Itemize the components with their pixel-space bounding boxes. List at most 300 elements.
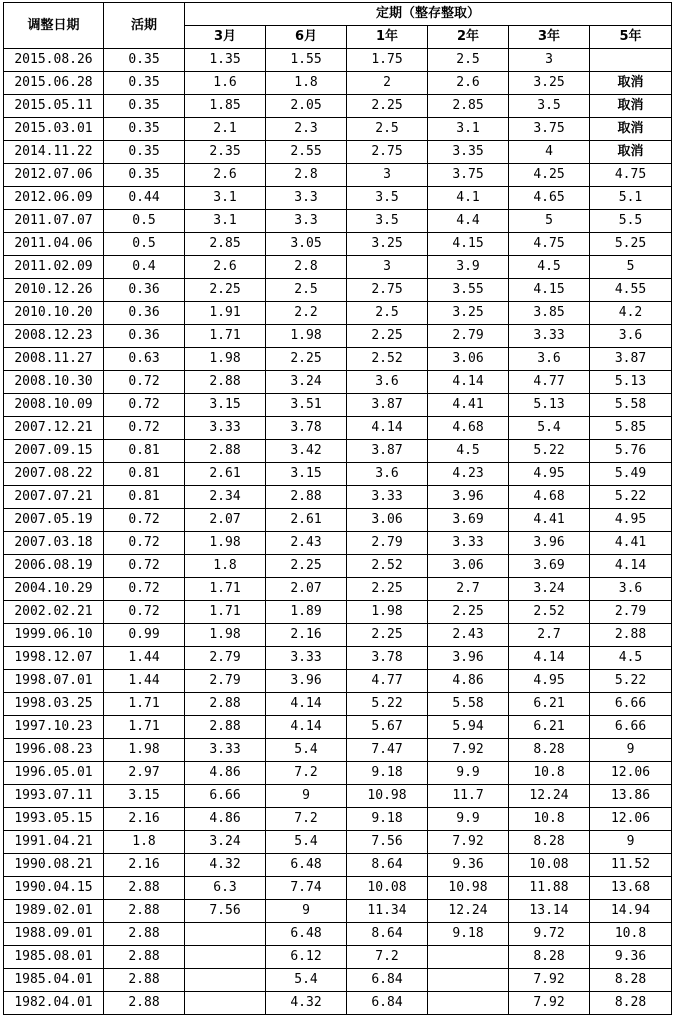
cell-3m: 3.1: [185, 187, 266, 210]
cell-6m: 4.14: [266, 716, 347, 739]
cell-3y: 8.28: [509, 946, 590, 969]
table-row: [4, 578, 672, 601]
cell-5y: 6.66: [590, 716, 672, 739]
cell-2y: 4.1: [428, 187, 509, 210]
cell-3m: 6.3: [185, 877, 266, 900]
cell-6m: 9: [266, 785, 347, 808]
cell-demand: 0.63: [104, 348, 185, 371]
table-row: [4, 716, 672, 739]
cell-demand: 0.72: [104, 371, 185, 394]
cell-2y: 2.5: [428, 49, 509, 72]
cell-1y: 3: [347, 164, 428, 187]
table-row: [4, 233, 672, 256]
cell-3m: 3.24: [185, 831, 266, 854]
table-row: [4, 877, 672, 900]
cell-2y: 3.9: [428, 256, 509, 279]
cell-5y: [590, 49, 672, 72]
cell-3y: 2.7: [509, 624, 590, 647]
cell-3m: 2.6: [185, 256, 266, 279]
cell-1y: 2.5: [347, 118, 428, 141]
table-row: [4, 946, 672, 969]
cell-3m: 4.86: [185, 808, 266, 831]
table-row: [4, 463, 672, 486]
cell-5y: 12.06: [590, 762, 672, 785]
cell-2y: 3.33: [428, 532, 509, 555]
cell-demand: 1.98: [104, 739, 185, 762]
cell-3m: [185, 992, 266, 1015]
cell-5y: 5.22: [590, 486, 672, 509]
cell-3y: 3.69: [509, 555, 590, 578]
cell-6m: 6.48: [266, 923, 347, 946]
cell-5y: 5: [590, 256, 672, 279]
cell-1y: 10.98: [347, 785, 428, 808]
cell-2y: 4.15: [428, 233, 509, 256]
cell-1y: 8.64: [347, 854, 428, 877]
cell-demand: 0.35: [104, 118, 185, 141]
table-row: [4, 49, 672, 72]
cell-3m: 1.98: [185, 624, 266, 647]
cell-3m: 2.88: [185, 693, 266, 716]
cell-1y: 5.67: [347, 716, 428, 739]
cell-3m: 2.34: [185, 486, 266, 509]
cell-3m: 2.61: [185, 463, 266, 486]
cell-2y: 10.98: [428, 877, 509, 900]
cell-2y: 7.92: [428, 739, 509, 762]
header-term-3m: 3月: [185, 26, 266, 49]
cell-demand: 2.16: [104, 854, 185, 877]
cell-3m: 1.71: [185, 601, 266, 624]
cell-3y: 2.52: [509, 601, 590, 624]
cell-date: 1985.04.01: [4, 969, 104, 992]
cell-6m: 3.78: [266, 417, 347, 440]
cell-date: 2011.04.06: [4, 233, 104, 256]
cell-5y: 9: [590, 739, 672, 762]
table-row: [4, 325, 672, 348]
cell-1y: 5.22: [347, 693, 428, 716]
cell-5y: 5.49: [590, 463, 672, 486]
cell-demand: 2.88: [104, 969, 185, 992]
cell-date: 1993.05.15: [4, 808, 104, 831]
table-row: [4, 670, 672, 693]
cell-3m: 1.91: [185, 302, 266, 325]
cell-5y: 13.86: [590, 785, 672, 808]
cell-demand: 0.35: [104, 141, 185, 164]
cell-date: 1996.05.01: [4, 762, 104, 785]
cell-demand: 0.5: [104, 233, 185, 256]
cell-6m: 1.55: [266, 49, 347, 72]
cell-2y: 4.86: [428, 670, 509, 693]
cell-1y: 3.25: [347, 233, 428, 256]
cell-3m: 2.79: [185, 647, 266, 670]
cell-3y: 3.75: [509, 118, 590, 141]
cell-5y: 3.6: [590, 578, 672, 601]
cell-6m: 3.15: [266, 463, 347, 486]
cell-demand: 1.71: [104, 693, 185, 716]
cell-1y: 4.77: [347, 670, 428, 693]
table-row: [4, 601, 672, 624]
cell-5y: 2.88: [590, 624, 672, 647]
cell-1y: 3.6: [347, 463, 428, 486]
cell-date: 2011.02.09: [4, 256, 104, 279]
table-row: [4, 95, 672, 118]
cell-5y: 12.06: [590, 808, 672, 831]
cell-1y: 2.25: [347, 578, 428, 601]
cell-3y: 4: [509, 141, 590, 164]
cell-6m: 3.24: [266, 371, 347, 394]
cell-3y: 3.96: [509, 532, 590, 555]
cell-demand: 0.81: [104, 463, 185, 486]
cell-3y: 3.25: [509, 72, 590, 95]
cell-2y: 4.68: [428, 417, 509, 440]
table-row: [4, 854, 672, 877]
cell-5y: 14.94: [590, 900, 672, 923]
cell-3m: [185, 923, 266, 946]
cell-1y: 1.75: [347, 49, 428, 72]
cell-3y: 5: [509, 210, 590, 233]
cell-2y: [428, 992, 509, 1015]
cell-3m: 1.35: [185, 49, 266, 72]
table-row: [4, 118, 672, 141]
cell-demand: 0.81: [104, 486, 185, 509]
cell-3y: 4.5: [509, 256, 590, 279]
cell-2y: 3.06: [428, 555, 509, 578]
cell-6m: 3.33: [266, 647, 347, 670]
cell-5y: 5.22: [590, 670, 672, 693]
cell-6m: 2.25: [266, 348, 347, 371]
cell-3m: [185, 946, 266, 969]
cell-6m: 3.3: [266, 187, 347, 210]
cell-1y: 4.14: [347, 417, 428, 440]
cell-date: 2008.12.23: [4, 325, 104, 348]
cell-5y: 5.25: [590, 233, 672, 256]
cell-6m: 5.4: [266, 739, 347, 762]
cell-demand: 0.44: [104, 187, 185, 210]
cell-5y: 4.95: [590, 509, 672, 532]
table-row: [4, 302, 672, 325]
cell-2y: 2.85: [428, 95, 509, 118]
cell-demand: 0.72: [104, 394, 185, 417]
cell-1y: 7.47: [347, 739, 428, 762]
cell-date: 1989.02.01: [4, 900, 104, 923]
cell-2y: 11.7: [428, 785, 509, 808]
cell-date: 1998.12.07: [4, 647, 104, 670]
cell-3y: 5.22: [509, 440, 590, 463]
table-row: [4, 371, 672, 394]
cell-6m: 3.42: [266, 440, 347, 463]
cell-1y: 9.18: [347, 808, 428, 831]
table-row: [4, 348, 672, 371]
cell-1y: 3.87: [347, 394, 428, 417]
cell-5y: 13.68: [590, 877, 672, 900]
cell-5y: 4.5: [590, 647, 672, 670]
cell-1y: 2.25: [347, 624, 428, 647]
table-row: [4, 624, 672, 647]
cell-date: 2015.06.28: [4, 72, 104, 95]
cell-5y: 5.1: [590, 187, 672, 210]
cell-6m: 2.07: [266, 578, 347, 601]
table-row: [4, 394, 672, 417]
cell-2y: 3.35: [428, 141, 509, 164]
cell-demand: 0.36: [104, 325, 185, 348]
cell-date: 1998.07.01: [4, 670, 104, 693]
table-row: [4, 900, 672, 923]
cell-3y: 3.5: [509, 95, 590, 118]
cell-2y: 12.24: [428, 900, 509, 923]
cell-2y: 2.79: [428, 325, 509, 348]
cell-5y: 5.58: [590, 394, 672, 417]
cell-2y: [428, 969, 509, 992]
cell-1y: 6.84: [347, 992, 428, 1015]
cell-demand: 0.36: [104, 302, 185, 325]
header-row-top: [4, 3, 672, 26]
cell-3y: 10.8: [509, 762, 590, 785]
cell-2y: 4.14: [428, 371, 509, 394]
cell-1y: 3: [347, 256, 428, 279]
cell-demand: 0.35: [104, 72, 185, 95]
cell-3y: 3: [509, 49, 590, 72]
cell-2y: 3.1: [428, 118, 509, 141]
interest-rate-table: [3, 2, 672, 1015]
cell-1y: 1.98: [347, 601, 428, 624]
cell-1y: 2.75: [347, 279, 428, 302]
cell-demand: 0.72: [104, 509, 185, 532]
cell-demand: 0.35: [104, 95, 185, 118]
cell-2y: 9.36: [428, 854, 509, 877]
cell-date: 2007.05.19: [4, 509, 104, 532]
table-row: [4, 72, 672, 95]
cell-3y: 4.75: [509, 233, 590, 256]
cell-3y: 7.92: [509, 969, 590, 992]
cell-3y: 11.88: [509, 877, 590, 900]
cell-3y: 4.95: [509, 670, 590, 693]
cell-demand: 2.88: [104, 900, 185, 923]
table-row: [4, 555, 672, 578]
cell-3y: 5.4: [509, 417, 590, 440]
cell-date: 1982.04.01: [4, 992, 104, 1015]
cell-demand: 1.44: [104, 670, 185, 693]
table-row: [4, 969, 672, 992]
table-row: [4, 164, 672, 187]
cell-6m: 1.8: [266, 72, 347, 95]
cell-3y: 8.28: [509, 831, 590, 854]
cell-demand: 2.88: [104, 923, 185, 946]
cell-demand: 0.35: [104, 49, 185, 72]
cell-date: 1990.08.21: [4, 854, 104, 877]
cell-6m: 2.61: [266, 509, 347, 532]
cell-3m: 7.56: [185, 900, 266, 923]
cell-2y: 2.6: [428, 72, 509, 95]
cell-demand: 0.72: [104, 417, 185, 440]
cell-2y: 5.58: [428, 693, 509, 716]
cell-2y: 4.23: [428, 463, 509, 486]
cell-demand: 0.36: [104, 279, 185, 302]
cell-6m: 7.74: [266, 877, 347, 900]
cell-demand: 0.99: [104, 624, 185, 647]
cell-date: 2006.08.19: [4, 555, 104, 578]
cell-3y: 3.24: [509, 578, 590, 601]
table-row: [4, 279, 672, 302]
cell-date: 2015.05.11: [4, 95, 104, 118]
cell-demand: 0.72: [104, 578, 185, 601]
cell-5y: 5.76: [590, 440, 672, 463]
cell-3y: 4.95: [509, 463, 590, 486]
cell-demand: 2.88: [104, 877, 185, 900]
cell-date: 1988.09.01: [4, 923, 104, 946]
cell-3m: 1.98: [185, 348, 266, 371]
cell-3y: 8.28: [509, 739, 590, 762]
cell-6m: 2.16: [266, 624, 347, 647]
cell-5y: 4.14: [590, 555, 672, 578]
cell-5y: 5.85: [590, 417, 672, 440]
cell-5y: 6.66: [590, 693, 672, 716]
cell-5y: 4.75: [590, 164, 672, 187]
cell-3y: 12.24: [509, 785, 590, 808]
table-row: [4, 532, 672, 555]
cell-date: 1997.10.23: [4, 716, 104, 739]
cell-1y: 3.06: [347, 509, 428, 532]
cell-3y: 13.14: [509, 900, 590, 923]
cell-1y: 3.33: [347, 486, 428, 509]
cell-3m: 3.15: [185, 394, 266, 417]
cell-6m: 7.2: [266, 808, 347, 831]
table-row: [4, 417, 672, 440]
cell-6m: 7.2: [266, 762, 347, 785]
cell-6m: 2.25: [266, 555, 347, 578]
cell-demand: 0.35: [104, 164, 185, 187]
cell-1y: 3.5: [347, 187, 428, 210]
table-row: [4, 762, 672, 785]
table-row: [4, 693, 672, 716]
cell-6m: 4.14: [266, 693, 347, 716]
cell-demand: 0.72: [104, 601, 185, 624]
cell-1y: 10.08: [347, 877, 428, 900]
cell-5y: 取消: [590, 95, 672, 118]
cell-3m: 1.6: [185, 72, 266, 95]
cell-3y: 4.41: [509, 509, 590, 532]
cell-6m: 9: [266, 900, 347, 923]
cell-6m: 5.4: [266, 969, 347, 992]
cell-6m: 1.98: [266, 325, 347, 348]
cell-5y: 2.79: [590, 601, 672, 624]
cell-3m: 2.07: [185, 509, 266, 532]
cell-3m: 2.1: [185, 118, 266, 141]
cell-date: 2010.12.26: [4, 279, 104, 302]
cell-3y: 7.92: [509, 992, 590, 1015]
cell-date: 1991.04.21: [4, 831, 104, 854]
cell-3y: 4.77: [509, 371, 590, 394]
cell-demand: 2.16: [104, 808, 185, 831]
cell-3m: 3.33: [185, 417, 266, 440]
cell-5y: 4.41: [590, 532, 672, 555]
cell-3y: 4.25: [509, 164, 590, 187]
cell-date: 2008.10.09: [4, 394, 104, 417]
cell-6m: 6.12: [266, 946, 347, 969]
table-row: [4, 785, 672, 808]
cell-5y: 8.28: [590, 969, 672, 992]
cell-date: 2007.09.15: [4, 440, 104, 463]
cell-6m: 2.3: [266, 118, 347, 141]
cell-1y: 3.6: [347, 371, 428, 394]
cell-demand: 0.5: [104, 210, 185, 233]
cell-5y: 9: [590, 831, 672, 854]
cell-3m: 1.85: [185, 95, 266, 118]
cell-date: 2002.02.21: [4, 601, 104, 624]
cell-6m: 3.3: [266, 210, 347, 233]
cell-2y: 2.25: [428, 601, 509, 624]
cell-demand: 2.88: [104, 992, 185, 1015]
cell-date: 2015.08.26: [4, 49, 104, 72]
cell-demand: 1.71: [104, 716, 185, 739]
cell-date: 1999.06.10: [4, 624, 104, 647]
cell-2y: 3.96: [428, 647, 509, 670]
cell-demand: 0.4: [104, 256, 185, 279]
cell-6m: 2.8: [266, 164, 347, 187]
cell-3m: 2.79: [185, 670, 266, 693]
cell-3m: 1.71: [185, 578, 266, 601]
cell-1y: 2.52: [347, 555, 428, 578]
cell-date: 2004.10.29: [4, 578, 104, 601]
cell-6m: 2.05: [266, 95, 347, 118]
header-term-1y: 1年: [347, 26, 428, 49]
cell-1y: 2.5: [347, 302, 428, 325]
cell-1y: 9.18: [347, 762, 428, 785]
header-adjust-date: 调整日期: [4, 3, 104, 49]
cell-3m: 1.71: [185, 325, 266, 348]
cell-date: 1985.08.01: [4, 946, 104, 969]
cell-5y: 取消: [590, 72, 672, 95]
cell-3y: 4.68: [509, 486, 590, 509]
cell-date: 2014.11.22: [4, 141, 104, 164]
header-term-2y: 2年: [428, 26, 509, 49]
cell-6m: 2.2: [266, 302, 347, 325]
header-fixed-deposit: 定期（整存整取）: [185, 3, 672, 26]
cell-1y: 2.25: [347, 325, 428, 348]
cell-3m: 3.33: [185, 739, 266, 762]
header-term-5y: 5年: [590, 26, 672, 49]
cell-demand: 0.72: [104, 532, 185, 555]
table-row: [4, 923, 672, 946]
cell-3y: 4.65: [509, 187, 590, 210]
cell-1y: 2.79: [347, 532, 428, 555]
cell-6m: 2.43: [266, 532, 347, 555]
cell-1y: 2.75: [347, 141, 428, 164]
cell-6m: 2.55: [266, 141, 347, 164]
table-row: [4, 256, 672, 279]
cell-1y: 2.52: [347, 348, 428, 371]
cell-3m: 4.32: [185, 854, 266, 877]
cell-date: 2012.06.09: [4, 187, 104, 210]
cell-2y: 4.41: [428, 394, 509, 417]
cell-date: 2010.10.20: [4, 302, 104, 325]
cell-5y: 3.6: [590, 325, 672, 348]
cell-2y: 3.75: [428, 164, 509, 187]
cell-2y: 3.96: [428, 486, 509, 509]
cell-2y: 2.43: [428, 624, 509, 647]
cell-3y: 4.14: [509, 647, 590, 670]
cell-demand: 2.97: [104, 762, 185, 785]
cell-demand: 1.8: [104, 831, 185, 854]
cell-3m: 2.88: [185, 440, 266, 463]
header-term-6m: 6月: [266, 26, 347, 49]
cell-date: 2007.08.22: [4, 463, 104, 486]
cell-date: 1996.08.23: [4, 739, 104, 762]
cell-demand: 1.44: [104, 647, 185, 670]
table-row: [4, 210, 672, 233]
cell-2y: 3.55: [428, 279, 509, 302]
cell-5y: 取消: [590, 141, 672, 164]
cell-date: 1998.03.25: [4, 693, 104, 716]
table-row: [4, 739, 672, 762]
